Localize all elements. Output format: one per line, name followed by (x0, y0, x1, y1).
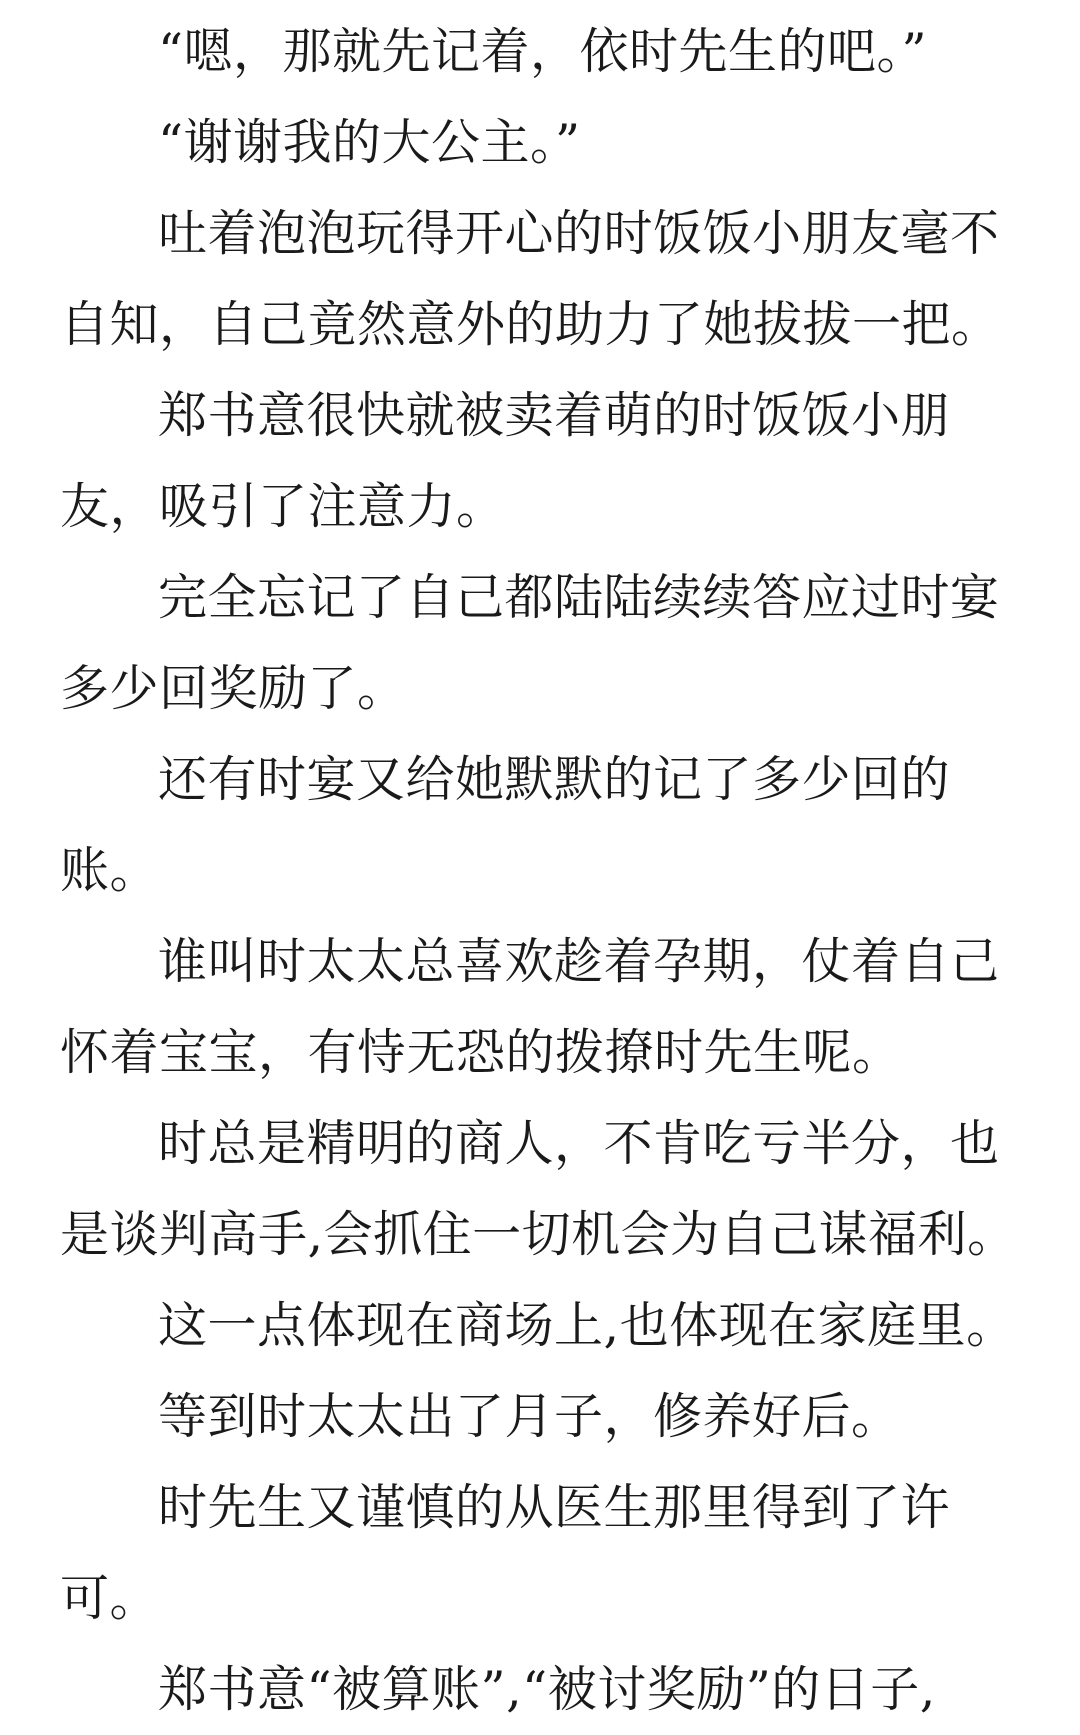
paragraph: “嗯，那就先记着，依时先生的吧。” (158, 23, 928, 80)
paragraph: 这一点体现在商场上,也体现在家庭里。 (158, 1297, 1016, 1354)
paragraph: 完全忘记了自己都陆陆续续答应过时宴多少回奖励了。 (60, 569, 1000, 717)
paragraph: 时先生又谨慎的从医生那里得到了许可。 (60, 1479, 951, 1627)
paragraph: “谢谢我的大公主。” (158, 114, 581, 171)
paragraph: 时总是精明的商人，不肯吃亏半分，也是谈判高手,会抓住一切机会为自己谋福利。 (60, 1115, 1017, 1263)
paragraph: 吐着泡泡玩得开心的时饭饭小朋友毫不自知，自己竟然意外的助力了她拔拔一把。 (60, 205, 1001, 353)
paragraph: 郑书意“被算账”,“被讨奖励”的日子, (158, 1661, 936, 1718)
paragraph: 郑书意很快就被卖着萌的时饭饭小朋友，吸引了注意力。 (60, 387, 951, 535)
paragraph: 还有时宴又给她默默的记了多少回的账。 (60, 751, 951, 899)
paragraph: 谁叫时太太总喜欢趁着孕期，仗着自己怀着宝宝，有恃无恐的拨撩时先生呢。 (60, 933, 1000, 1081)
paragraph: 等到时太太出了月子，修养好后。 (158, 1388, 901, 1445)
